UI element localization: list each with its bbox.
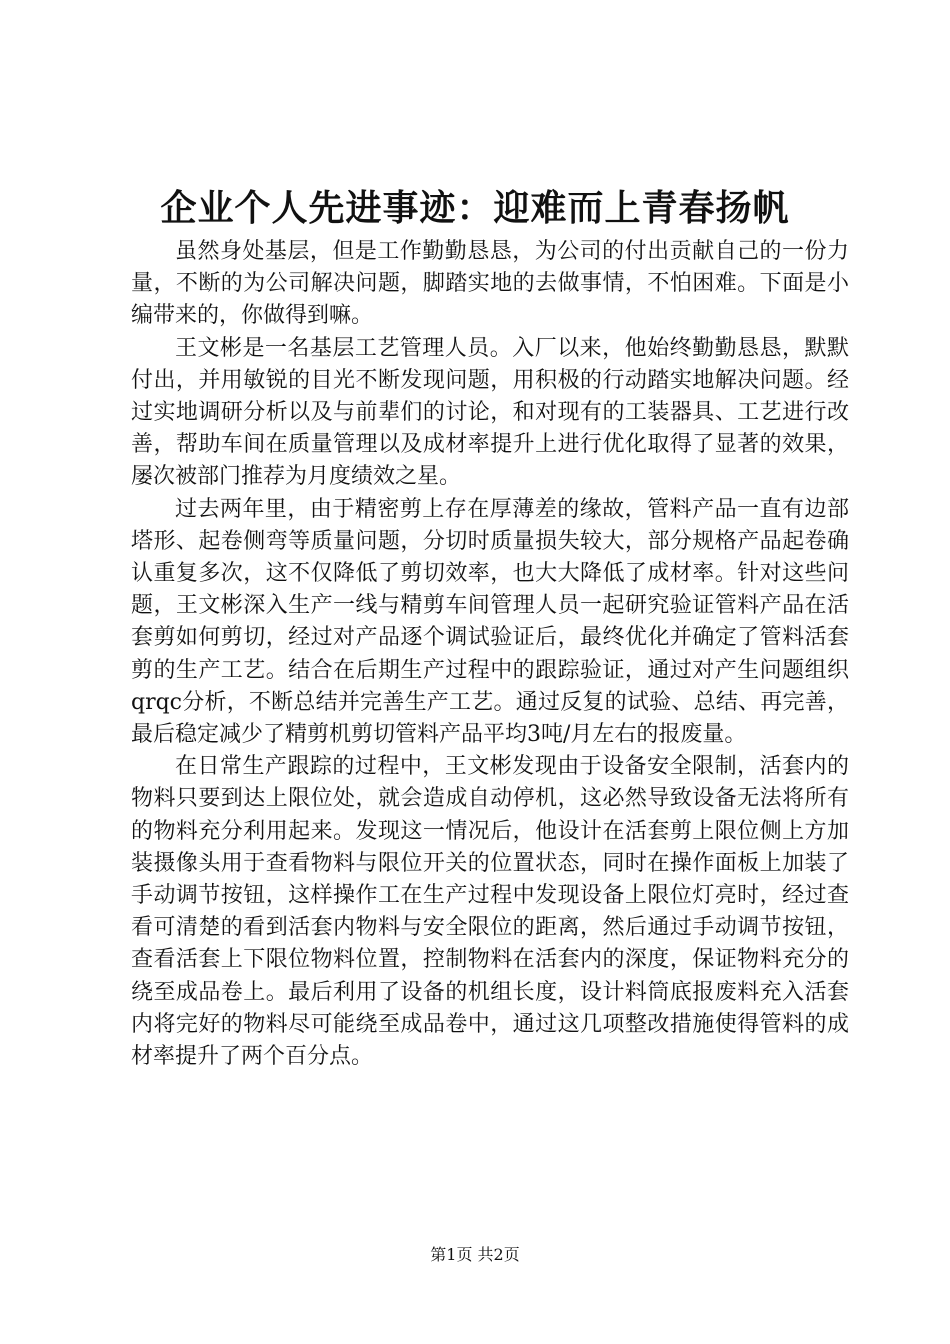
paragraph-equipment-improvement: 在日常生产跟踪的过程中，王文彬发现由于设备安全限制，活套内的物料只要到达上限位处，就会造成自动停机，这必然导致设备无法将所有的物料充分利用起来。发现这一情况后，他设计在活套剪上限位侧上方加装摄像头用于查看物料与限位开关的位置状态，同时在操作面板上加装了手动调节按钮，这样操作工在生产过程中发现设备上限位灯亮时，经过查看可清楚的看到活套内物料与安全限位的距离，然后通过手动调节按钮，查看活套上下限位物料位置，控制物料在活套内的深度，保证物料充分的绕至成品卷上。最后利用了设备的机组长度，设计料筒底报废料充入活套内将完好的物料尽可能绕至成品卷中，通过这几项整改措施使得管料的成材率提升了两个百分点。 (131, 754, 849, 1070)
document-body (131, 236, 849, 1073)
paragraph-profile: 王文彬是一名基层工艺管理人员。入厂以来，他始终勤勤恳恳，默默付出，并用敏锐的目光不断发现问题，用积极的行动踏实地解决问题。经过实地调研分析以及与前辈们的讨论，和对现有的工装器具、工艺进行改善，帮助车间在质量管理以及成材率提升上进行优化取得了显著的效果，屡次被部门推荐为月度绩效之星。 (131, 335, 849, 490)
page-footer: 第1页 共2页 (430, 1245, 520, 1264)
document-title: 企业个人先进事迹：迎难而上青春扬帆 (160, 187, 790, 229)
paragraph-intro: 虽然身处基层，但是工作勤勤恳恳，为公司的付出贡献自己的一份力量，不断的为公司解决问题，脚踏实地的去做事情，不怕困难。下面是小编带来的，你做得到嘛。 (131, 239, 849, 329)
paragraph-process-improvement: 过去两年里，由于精密剪上存在厚薄差的缘故，管料产品一直有边部塔形、起卷侧弯等质量问题，分切时质量损失较大，部分规格产品起卷确认重复多次，这不仅降低了剪切效率，也大大降低了成材率。针对这些问题，王文彬深入生产一线与精剪车间管理人员一起研究验证管料产品在活套剪如何剪切，经过对产品逐个调试验证后，最终优化并确定了管料活套剪的生产工艺。结合在后期生产过程中的跟踪验证，通过对产生问题组织qrqc分析，不断总结并完善生产工艺。通过反复的试验、总结、再完善，最后稳定减少了精剪机剪切管料产品平均3吨/月左右的报废量。 (131, 496, 849, 748)
